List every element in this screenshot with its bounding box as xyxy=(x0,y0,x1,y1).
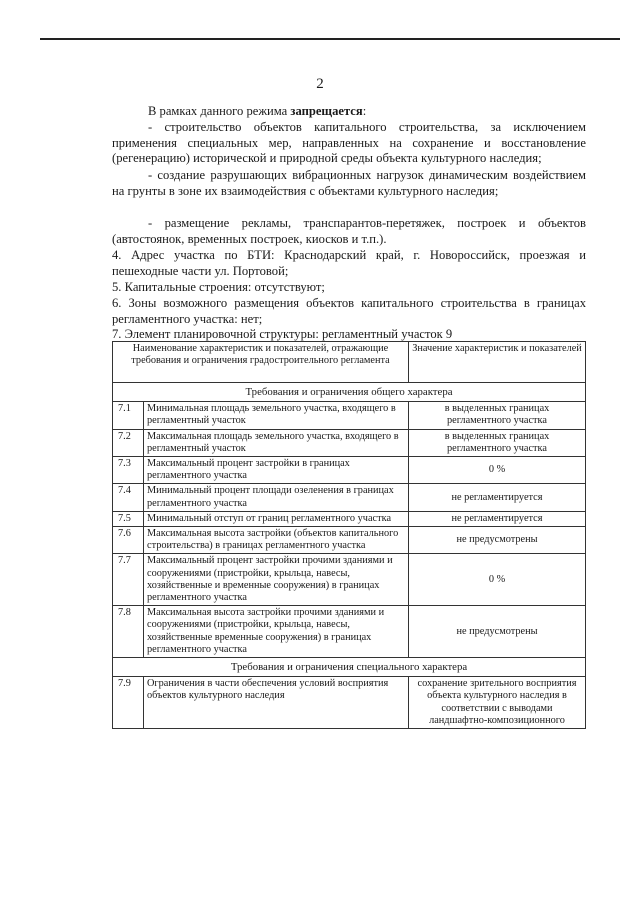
row-value: сохранение зрительного восприятия объекта культурного наследия в соответствии с выводами ландшафтно-композиционного xyxy=(409,677,586,729)
row-value: не предусмотрены xyxy=(409,606,586,658)
paragraph-element: 7. Элемент планировочной структуры: регламентный участок 9 xyxy=(112,327,453,341)
page-number: 2 xyxy=(316,76,324,92)
row-value: не регламентируется xyxy=(409,511,586,526)
table-row xyxy=(113,457,586,484)
table-row xyxy=(113,527,586,554)
header-name: Наименование характеристик и показателей, отражающие требования и ограничения градостроительного регламента xyxy=(113,342,409,383)
paragraph-address: 4. Адрес участка по БТИ: Краснодарский край, г. Новороссийск, проезжая и пешеходные части ул. Портовой; xyxy=(112,248,586,278)
section-row-special xyxy=(113,658,586,677)
table-row xyxy=(113,402,586,429)
row-value: в выделенных границах регламентного участка xyxy=(409,402,586,429)
table-header-row xyxy=(113,342,586,383)
row-num: 7.6 xyxy=(113,527,144,554)
table-row xyxy=(113,606,586,658)
row-name: Минимальный отступ от границ регламентного участка xyxy=(144,511,409,526)
top-rule xyxy=(40,38,620,40)
heading-prefix: В рамках данного режима xyxy=(148,104,291,118)
heading-suffix: : xyxy=(362,104,367,118)
paragraph-zones: 6. Зоны возможного размещения объектов капитального строительства в границах регламентного участка: нет; xyxy=(112,296,586,326)
row-value: не регламентируется xyxy=(409,484,586,511)
row-name: Максимальный процент застройки в границах регламентного участка xyxy=(144,457,409,484)
table-row xyxy=(113,677,586,729)
table-row xyxy=(113,554,586,606)
row-value: в выделенных границах регламентного участка xyxy=(409,429,586,456)
section-special-title: Требования и ограничения специального характера xyxy=(113,658,586,677)
heading-bold: запрещается xyxy=(290,104,363,118)
row-num: 7.7 xyxy=(113,554,144,606)
row-num: 7.1 xyxy=(113,402,144,429)
paragraph-construction: - строительство объектов капитального строительства, за исключением применения специальных мер, направленных на сохранение и восстановление (регенерацию) исторической и природной среды объекта культурного наследия; xyxy=(112,120,586,166)
section-general-title: Требования и ограничения общего характера xyxy=(113,383,586,402)
regulation-table xyxy=(112,341,586,729)
table-row xyxy=(113,484,586,511)
row-num: 7.5 xyxy=(113,511,144,526)
row-num: 7.9 xyxy=(113,677,144,729)
table-row xyxy=(113,429,586,456)
table-row xyxy=(113,511,586,526)
row-num: 7.3 xyxy=(113,457,144,484)
row-name: Максимальная высота застройки (объектов капитального строительства) в границах регламентного участка xyxy=(144,527,409,554)
row-name: Максимальная площадь земельного участка, входящего в регламентный участок xyxy=(144,429,409,456)
header-value: Значение характеристик и показателей xyxy=(409,342,586,383)
row-value: 0 % xyxy=(409,457,586,484)
prohibited-heading xyxy=(148,104,366,119)
paragraph-vibration: - создание разрушающих вибрационных нагрузок динамическим воздействием на грунты в зоне их взаимодействия с объектами культурного наследия; xyxy=(112,168,586,198)
row-name: Минимальная площадь земельного участка, входящего в регламентный участок xyxy=(144,402,409,429)
row-num: 7.8 xyxy=(113,606,144,658)
section-row-general xyxy=(113,383,586,402)
row-value: 0 % xyxy=(409,554,586,606)
row-name: Максимальная высота застройки прочими зданиями и сооружениями (пристройки, крыльца, навесы, хозяйственные временные сооружения) в границах регламентного участка xyxy=(144,606,409,658)
row-num: 7.2 xyxy=(113,429,144,456)
row-value: не предусмотрены xyxy=(409,527,586,554)
row-name: Ограничения в части обеспечения условий восприятия объектов культурного наследия xyxy=(144,677,409,729)
row-name: Максимальный процент застройки прочими зданиями и сооружениями (пристройки, крыльца, навесы, хозяйственные и временные сооружения) в границах регламентного участка xyxy=(144,554,409,606)
row-num: 7.4 xyxy=(113,484,144,511)
paragraph-buildings: 5. Капитальные строения: отсутствуют; xyxy=(112,280,325,294)
paragraph-advertising: - размещение рекламы, транспарантов-перетяжек, построек и объектов (автостоянок, временных построек, киосков и т.п.). xyxy=(112,216,586,246)
row-name: Минимальный процент площади озеленения в границах регламентного участка xyxy=(144,484,409,511)
